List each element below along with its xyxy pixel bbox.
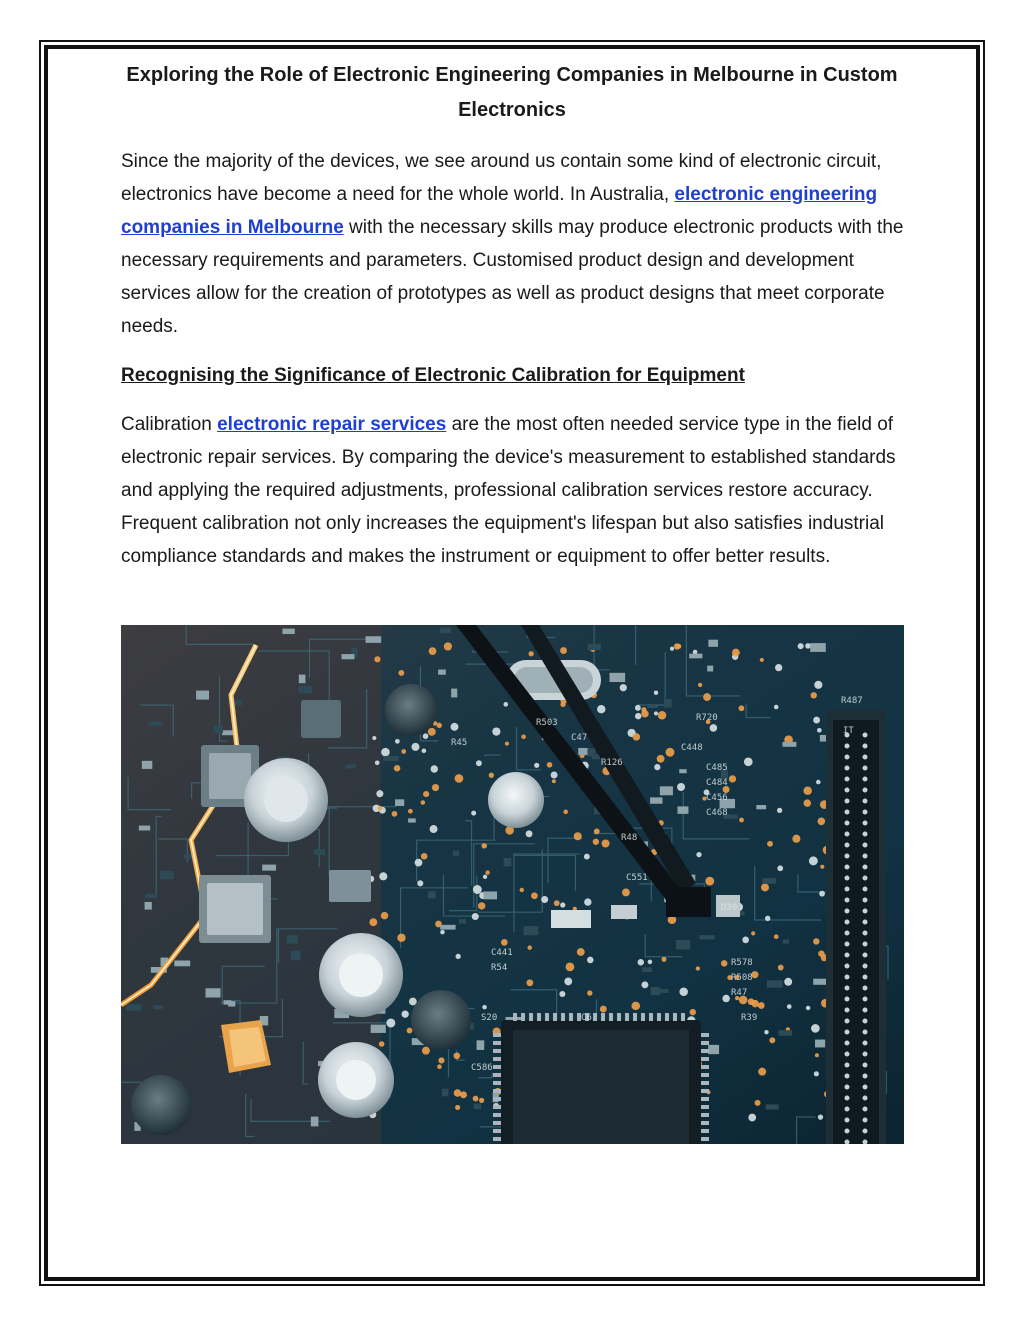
pcb-silkscreen-label: C468 [706, 808, 728, 818]
electronic-repair-services-link[interactable]: electronic repair services [217, 414, 447, 435]
pcb-silkscreen-label: R720 [696, 713, 718, 723]
intro-text-after-link: with the necessary skills may produce electronic products with the necessary requirements and parameters. Customised product design and development services allow for the creation of prototypes as well as product designs that meet corporate needs. [121, 217, 904, 337]
pcb-silkscreen-label: C484 [706, 778, 728, 788]
pcb-silkscreen-label: R126 [601, 758, 623, 768]
intro-text-before-link: Since the majority of the devices, we see around us contain some kind of electronic circuit, electronics have become a need for the whole world. In Australia, [121, 151, 882, 205]
calibration-text-after-link: are the most often needed service type in the field of electronic repair services. By comparing the device's measurement to established standards and applying the required adjustments, professional calibration services restore accuracy. Frequent calibration not only increases the equipment's lifespan but also satisfies industrial compliance standards and makes the instrument or equipment to offer better results. [121, 414, 896, 567]
calibration-text-before-link: Calibration [121, 414, 218, 435]
pcb-silkscreen-label: R39 [741, 1013, 758, 1023]
pcb-silkscreen-label: D30 [721, 903, 738, 913]
pcb-silkscreen-label: C47 [571, 733, 588, 743]
pcb-silkscreen-label: C485 [706, 763, 728, 773]
pcb-silkscreen-label: R47 [731, 988, 748, 998]
pcb-silkscreen-label: R508 [731, 973, 753, 983]
pcb-silkscreen-label: IT [843, 726, 854, 736]
circuit-board-photo [121, 625, 904, 1144]
pcb-silkscreen-label: R487 [841, 696, 863, 706]
pcb-silkscreen-label: S20 [481, 1013, 498, 1023]
pcb-silkscreen-label: CCM5 [346, 948, 368, 958]
pcb-silkscreen-label: R45 [451, 738, 468, 748]
section-heading: Recognising the Significance of Electronic Calibration for Equipment [121, 365, 745, 386]
pcb-silkscreen-label: C586 [471, 1063, 493, 1073]
pcb-silkscreen-label: R578 [731, 958, 753, 968]
pcb-silkscreen-label: R48 [621, 833, 638, 843]
pcb-silkscreen-label: C551 [626, 873, 648, 883]
pcb-silkscreen-label: R503 [536, 718, 558, 728]
calibration-paragraph [121, 408, 911, 573]
pcb-silkscreen-label: R54 [491, 963, 508, 973]
pcb-silkscreen-label: C441 [491, 948, 513, 958]
pcb-silkscreen-label: C456 [706, 793, 728, 803]
circuit-board-illustration [121, 625, 904, 1144]
intro-paragraph [121, 145, 911, 343]
pcb-silkscreen-label: C6 [581, 1013, 592, 1023]
pcb-silkscreen-label: C448 [681, 743, 703, 753]
document-title: Exploring the Role of Electronic Engineering Companies in Melbourne in Custom Electronics [126, 64, 898, 121]
electronic-engineering-companies-link[interactable]: electronic engineering companies in Melbourne [121, 184, 878, 238]
